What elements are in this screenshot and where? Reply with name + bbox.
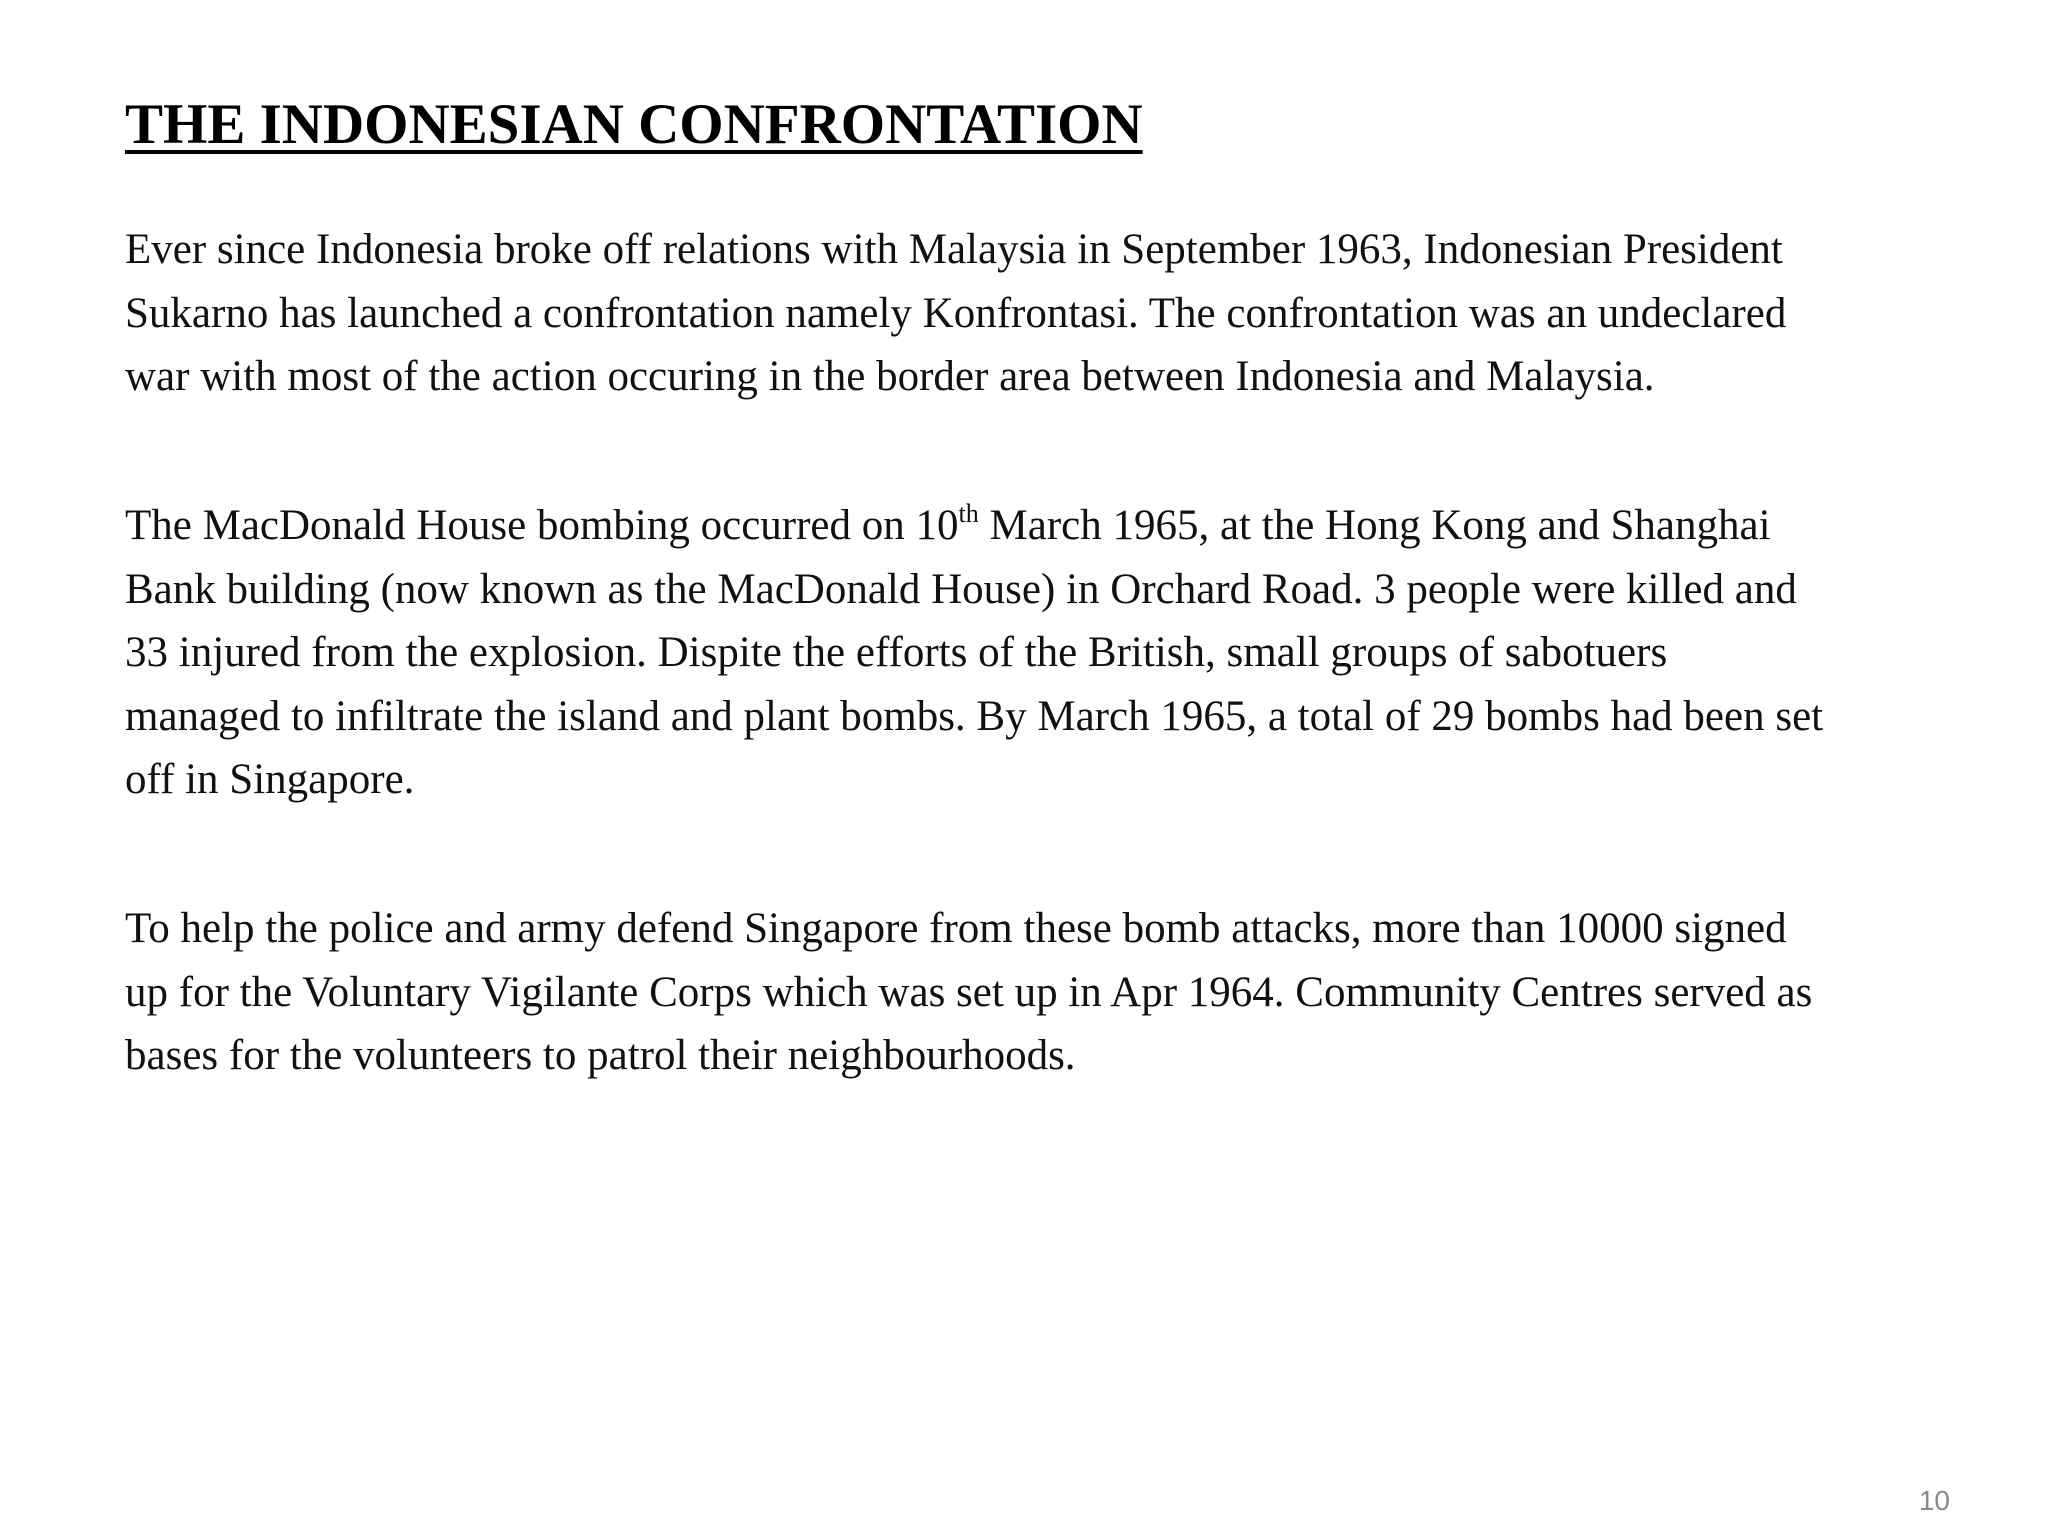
- paragraph-line: Bank building (now known as the MacDonald House) in Orchard Road. 3 people were killed and: [125, 565, 1797, 613]
- paragraph-confrontation-intro: [125, 218, 1955, 409]
- paragraph-vigilante-corps: [125, 897, 1955, 1088]
- paragraph-line: war with most of the action occuring in the border area between Indonesia and Malaysia.: [125, 353, 1655, 400]
- page-number: 10: [1918, 1485, 1950, 1516]
- paragraph-line: up for the Voluntary Vigilante Corps which was set up in Apr 1964. Community Centres served as: [125, 968, 1813, 1016]
- paragraph-text: March 1965, at the Hong Kong and Shanghai: [978, 502, 1771, 549]
- paragraph-line: [125, 494, 1955, 558]
- paragraph-line: 33 injured from the explosion. Dispite the efforts of the British, small groups of sabotuers: [125, 629, 1668, 676]
- slide-title: THE INDONESIAN CONFRONTATION: [125, 93, 1143, 156]
- ordinal-superscript: th: [958, 499, 979, 528]
- paragraph-line: Sukarno has launched a confrontation namely Konfrontasi. The confrontation was an undeclared: [125, 289, 1787, 337]
- paragraph-macdonald-house-bombing: [125, 494, 1955, 812]
- paragraph-line: Ever since Indonesia broke off relations with Malaysia in September 1963, Indonesian President: [125, 226, 1783, 273]
- paragraph-line: To help the police and army defend Singapore from these bomb attacks, more than 10000 signed: [125, 905, 1787, 952]
- paragraph-text: The MacDonald House bombing occurred on 10: [125, 502, 959, 549]
- paragraph-line: off in Singapore.: [125, 756, 415, 803]
- paragraph-line: bases for the volunteers to patrol their neighbourhoods.: [125, 1032, 1076, 1079]
- paragraph-line: managed to infiltrate the island and plant bombs. By March 1965, a total of 29 bombs had been set: [125, 692, 1824, 740]
